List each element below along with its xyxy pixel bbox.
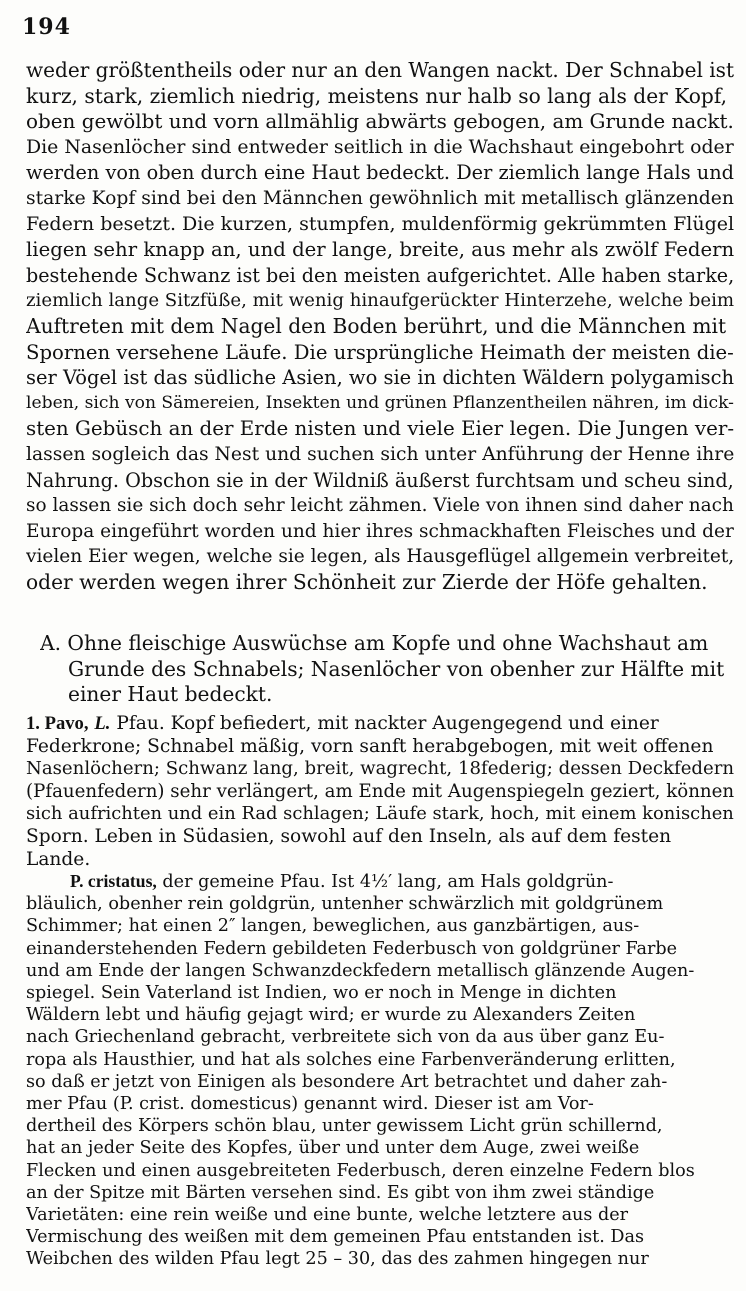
- genus-description-start: Pfau. Kopf befiedert, mit nackter Augengegend und einer: [116, 713, 659, 734]
- text-line: liegen sehr knapp an, und der lange, breite, aus mehr als zwölf Federn: [26, 238, 734, 262]
- text-line: lassen sogleich das Nest und suchen sich unter Anführung der Henne ihre: [26, 443, 734, 465]
- text-line: Federn besetzt. Die kurzen, stumpfen, muldenförmig gekrümmten Flügel: [26, 212, 734, 235]
- text-line: Europa eingeführt worden und hier ihres schmackhaften Fleisches und der: [26, 520, 734, 542]
- text-line: Auftreten mit dem Nagel den Boden berührt, und die Männchen mit: [26, 313, 727, 338]
- text-line: so daß er jetzt von Einigen als besondere Art betrachtet und daher zah-: [26, 1071, 668, 1092]
- text-line: ser Vögel ist das südliche Asien, wo sie in dichten Wäldern polygamisch: [26, 366, 734, 390]
- text-line: A. Ohne fleischige Auswüchse am Kopfe und ohne Wachshaut am: [40, 631, 709, 655]
- text-line: Wäldern lebt und häufig gejagt wird; er wurde zu Alexanders Zeiten: [26, 1005, 636, 1026]
- text-line: Federkrone; Schnabel mäßig, vorn sanft herabgebogen, mit weit offenen: [26, 735, 714, 757]
- text-line: mer Pfau (P. crist. domesticus) genannt wird. Dieser ist am Vor-: [26, 1094, 594, 1115]
- species-name: P. cristatus,: [70, 871, 157, 891]
- text-line: sich aufrichten und ein Rad schlagen; Läufe stark, hoch, mit einem konischen: [26, 803, 734, 825]
- text-line: Nasenlöchern; Schwanz lang, breit, wagrecht, 18federig; dessen Deckfedern: [26, 758, 734, 780]
- text-line: oder werden wegen ihrer Schönheit zur Zierde der Höfe gehalten.: [26, 569, 708, 594]
- text-line: an der Spitze mit Bärten versehen sind. Es gibt von ihm zwei ständige: [26, 1182, 655, 1203]
- text-line: Weibchen des wilden Pfau legt 25 – 30, das des zahmen hingegen nur: [26, 1249, 649, 1270]
- text-line: Nahrung. Obschon sie in der Wildniß äußerst furchtsam und scheu sind,: [26, 468, 734, 492]
- text-line: Vermischung des weißen mit dem gemeinen Pfau entstanden ist. Das: [26, 1227, 645, 1248]
- text-line: leben, sich von Sämereien, Insekten und grünen Pflanzentheilen nähren, im dick-: [26, 392, 734, 413]
- text-line: spiegel. Sein Vaterland ist Indien, wo er noch in Menge in dichten: [26, 983, 617, 1004]
- text-line: sten Gebüsch an der Erde nisten und viele Eier legen. Die Jungen ver-: [26, 417, 734, 441]
- text-line: einanderstehenden Federn gebildeten Federbusch von goldgrüner Farbe: [26, 938, 678, 959]
- text-line: so lassen sie sich doch sehr leicht zähmen. Viele von ihnen sind daher nach: [26, 495, 734, 517]
- text-line: Varietäten: eine rein weiße und eine bunte, welche letztere aus der: [26, 1205, 629, 1226]
- text-line: oben gewölbt und vorn allmählig abwärts gebogen, am Grunde nackt.: [26, 110, 734, 134]
- text-line: vielen Eier wegen, welche sie legen, als Hausgeflügel allgemein verbreitet,: [26, 546, 734, 568]
- text-line: Flecken und einen ausgebreiteten Federbusch, deren einzelne Federn blos: [26, 1160, 695, 1181]
- text-line: (Pfauenfedern) sehr verlängert, am Ende mit Augenspiegeln geziert, können: [26, 780, 734, 802]
- genus-pavo-entry: [26, 713, 734, 871]
- text-line: [26, 870, 734, 893]
- text-line: bläulich, obenher rein goldgrün, untenher schwärzlich mit goldgrünem: [26, 894, 664, 915]
- main-paragraph: [26, 58, 734, 595]
- text-line: hat an jeder Seite des Kopfes, über und unter dem Auge, zwei weiße: [26, 1138, 640, 1159]
- section-a-heading: [40, 631, 734, 708]
- text-line: ziemlich lange Sitzfüße, mit wenig hinaufgerückter Hinterzehe, welche beim: [26, 290, 734, 312]
- text-line: und am Ende der langen Schwanzdeckfedern metallisch glänzende Augen-: [26, 960, 695, 981]
- text-line: Lande.: [26, 848, 91, 870]
- text-line: weder größtentheils oder nur an den Wangen nackt. Der Schnabel ist: [26, 58, 734, 82]
- text-line: starke Kopf sind bei den Männchen gewöhnlich mit metallisch glänzenden: [26, 187, 734, 209]
- text-line: werden von oben durch eine Haut bedeckt. Der ziemlich lange Hals und: [26, 161, 734, 185]
- text-line: bestehende Schwanz ist bei den meisten aufgerichtet. Alle haben starke,: [26, 263, 734, 287]
- genus-name: 1. Pavo,: [26, 713, 89, 734]
- species-cristatus-entry: [26, 870, 734, 1271]
- text-line: Sporn. Leben in Südasien, sowohl auf den Inseln, als auf dem festen: [26, 825, 672, 847]
- page-number: 194: [22, 14, 71, 40]
- text-line: kurz, stark, ziemlich niedrig, meistens nur halb so lang als der Kopf,: [26, 83, 727, 108]
- text-line: Grunde des Schnabels; Nasenlöcher von obenher zur Hälfte mit: [68, 656, 725, 681]
- text-line: Die Nasenlöcher sind entweder seitlich in die Wachshaut eingebohrt oder: [26, 135, 734, 158]
- genus-author: L.: [94, 713, 111, 734]
- text-line: Schimmer; hat einen 2″ langen, beweglichen, aus ganzbärtigen, aus-: [26, 916, 640, 937]
- text-line: nach Griechenland gebracht, verbreitete sich von da aus über ganz Eu-: [26, 1027, 665, 1048]
- text-line: [26, 713, 734, 736]
- text-line: dertheil des Körpers schön blau, unter gewissem Licht grün schillernd,: [26, 1116, 663, 1137]
- text-line: ropa als Hausthier, und hat als solches eine Farbenveränderung erlitten,: [26, 1049, 676, 1070]
- species-description-start: der gemeine Pfau. Ist 4½′ lang, am Hals goldgrün-: [162, 872, 614, 892]
- text-line: einer Haut bedeckt.: [68, 682, 273, 707]
- text-line: Spornen versehene Läufe. Die ursprüngliche Heimath der meisten die-: [26, 340, 734, 364]
